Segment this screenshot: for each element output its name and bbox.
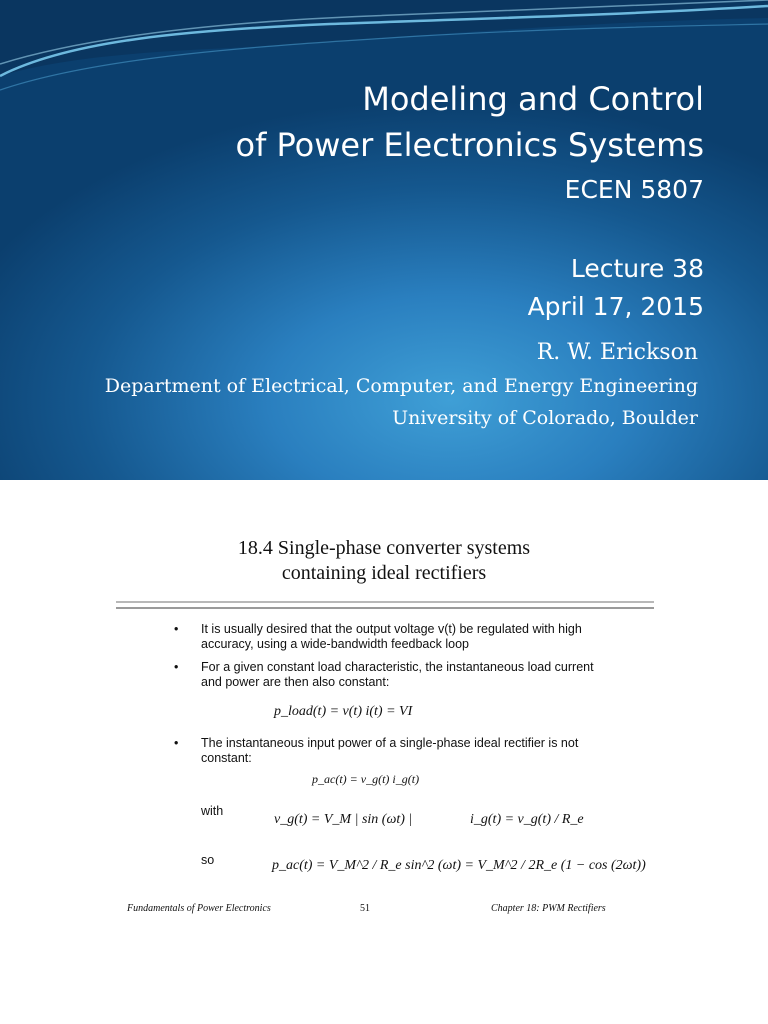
slide-heading-line-2: containing ideal rectifiers xyxy=(281,562,487,584)
footer-page-number: 51 xyxy=(360,903,370,914)
bullet-item xyxy=(174,736,594,766)
equation-pload: p_load(t) = v(t) i(t) = VI xyxy=(274,704,413,719)
bullet-list xyxy=(174,736,594,766)
bullet-text: It is usually desired that the output voltage v(t) be regulated with high accuracy, using a wide-bandwidth feedback loop xyxy=(201,622,582,651)
slide-heading xyxy=(0,536,768,586)
heading-divider-top xyxy=(116,601,654,603)
bullet-dot: • xyxy=(174,622,179,636)
content-slide xyxy=(0,480,768,1024)
course-code: ECEN 5807 xyxy=(564,175,704,204)
bullet-item xyxy=(174,622,594,652)
bullet-dot: • xyxy=(174,660,179,674)
title-line-2: of Power Electronics Systems xyxy=(235,126,704,164)
lecture-number: Lecture 38 xyxy=(570,254,704,283)
slide-heading-line-1: 18.4 Single-phase converter systems xyxy=(237,537,531,559)
bullet-dot: • xyxy=(174,736,179,750)
bullet-list xyxy=(174,622,594,690)
bullet-text: For a given constant load characteristic, the instantaneous load current and power are then also constant: xyxy=(201,660,594,689)
department: Department of Electrical, Computer, and Energy Engineering xyxy=(104,375,698,397)
title-slide xyxy=(0,0,768,480)
university: University of Colorado, Boulder xyxy=(392,407,698,429)
author-name: R. W. Erickson xyxy=(536,340,698,365)
equation-ig: i_g(t) = v_g(t) / R_e xyxy=(470,812,584,827)
lecture-date: April 17, 2015 xyxy=(527,292,704,321)
footer-book: Fundamentals of Power Electronics xyxy=(127,903,271,914)
heading-divider-bottom xyxy=(116,607,654,609)
title-line-1: Modeling and Control xyxy=(362,80,704,118)
equation-vg: v_g(t) = V_M | sin (ωt) | xyxy=(274,812,413,827)
author-block xyxy=(105,336,698,434)
equation-pac-expanded: p_ac(t) = V_M^2 / R_e sin^2 (ωt) = V_M^2 / 2R_e (1 − cos (2ωt)) xyxy=(272,858,646,873)
title-block xyxy=(235,76,704,326)
label-with: with xyxy=(201,804,224,818)
footer-chapter: Chapter 18: PWM Rectifiers xyxy=(491,903,606,914)
label-so: so xyxy=(201,853,215,867)
equation-pac: p_ac(t) = v_g(t) i_g(t) xyxy=(312,772,420,786)
bullet-item xyxy=(174,660,594,690)
bullet-text: The instantaneous input power of a single-phase ideal rectifier is not constant: xyxy=(201,736,579,765)
